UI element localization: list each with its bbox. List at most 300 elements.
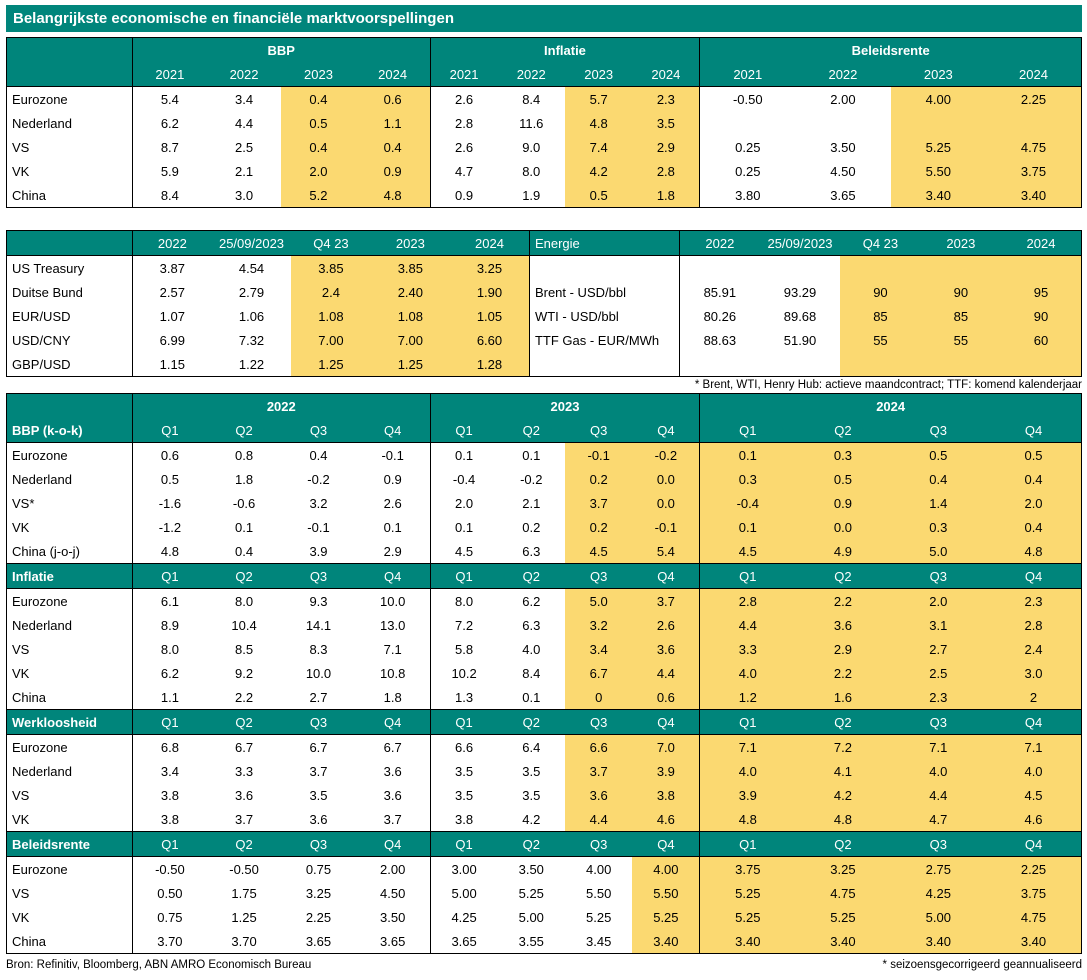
cell: 3.40	[700, 929, 795, 954]
cell: 88.63	[679, 328, 759, 352]
cell: 2.9	[383, 543, 402, 559]
year-header-row	[7, 62, 1082, 87]
cell	[840, 352, 920, 377]
cell: 4.8	[356, 183, 430, 208]
table-row	[7, 328, 1082, 352]
cell: 3.85	[371, 256, 450, 281]
footer	[6, 959, 1082, 971]
cell: 4.5	[700, 539, 795, 564]
cell: 3.7	[565, 491, 632, 515]
cell: -0.50	[700, 87, 795, 112]
cell: 3.25	[450, 256, 529, 281]
cell: 3.1	[891, 613, 986, 637]
quarter-header: Q1	[430, 418, 497, 443]
cell: 7.1	[986, 735, 1081, 760]
column-header: 25/09/2023	[760, 231, 840, 256]
cell: 3.7	[565, 759, 632, 783]
cell: 1.28	[450, 352, 529, 377]
cell: -0.1	[632, 515, 699, 539]
cell: 7.32	[238, 332, 265, 348]
cell: 2.7	[309, 689, 328, 705]
cell: -0.1	[565, 443, 632, 468]
source-note: Bron: Refinitiv, Bloomberg, ABN AMRO Economisch Bureau	[6, 959, 312, 971]
cell: 3.7	[235, 811, 254, 827]
energie-header: Energie	[529, 231, 679, 256]
quarter-header: Q3	[281, 832, 355, 857]
row-label: Eurozone	[12, 739, 68, 755]
row-label: Eurozone	[12, 861, 68, 877]
cell: 3.65	[305, 933, 332, 949]
cell: 6.2	[132, 661, 206, 685]
cell: 3.6	[565, 783, 632, 807]
cell: 7.00	[291, 328, 370, 352]
quarter-header: Q2	[498, 564, 565, 589]
cell	[795, 111, 890, 135]
quarter-header: Q2	[498, 710, 565, 735]
cell: 90	[1001, 304, 1081, 328]
quarter-header: Q3	[891, 418, 986, 443]
row-label: VK	[12, 909, 30, 925]
cell: 2.2	[235, 689, 254, 705]
cell: 4.50	[380, 885, 406, 901]
section-header-bbp	[7, 418, 1082, 443]
cell: 8.3	[309, 641, 328, 657]
cell: 0.1	[522, 447, 541, 463]
table-row	[7, 637, 1082, 661]
cell: 5.00	[891, 905, 986, 929]
row-label	[529, 256, 679, 281]
cell: 4.50	[830, 163, 856, 179]
cell: 4.4	[235, 115, 254, 131]
cell: 0.5	[281, 111, 355, 135]
quarter-header: Q3	[565, 710, 632, 735]
row-label: Eurozone	[12, 447, 68, 463]
cell: 3.8	[632, 783, 699, 807]
cell: 4.00	[586, 861, 612, 877]
cell: 2.6	[430, 135, 497, 159]
year-header: 2021	[700, 62, 795, 87]
corner-cell	[7, 38, 133, 63]
table-row	[7, 759, 1082, 783]
cell: 4.8	[132, 539, 206, 564]
cell: 3.65	[830, 187, 856, 203]
cell: 0.8	[235, 447, 254, 463]
cell: 3.5	[522, 763, 541, 779]
cell: -0.4	[700, 491, 795, 515]
quarter-header: Q4	[632, 564, 699, 589]
cell: 3.2	[309, 495, 328, 511]
row-label: China	[12, 933, 46, 949]
cell: 6.2	[522, 593, 541, 609]
cell: 2.6	[430, 87, 497, 112]
row-label: VK	[12, 519, 30, 535]
table-row	[7, 685, 1082, 710]
cell: 7.1	[891, 735, 986, 760]
cell: 6.8	[132, 735, 206, 760]
cell: 6.60	[450, 328, 529, 352]
cell: 4.5	[430, 539, 497, 564]
quarter-header: Q2	[207, 710, 281, 735]
cell: 0.75	[305, 861, 332, 877]
cell: 2.57	[132, 280, 211, 304]
year-header-row	[7, 394, 1082, 419]
energy-footnote: * Brent, WTI, Henry Hub: actieve maandcontract; TTF: komend kalenderjaar	[694, 379, 1082, 391]
year-header: 2023	[565, 62, 632, 87]
quarter-header: Q2	[207, 832, 281, 857]
cell: 1.25	[291, 352, 370, 377]
group-header-inflatie: Inflatie	[430, 38, 700, 63]
cell: 1.1	[356, 111, 430, 135]
quarter-header: Q3	[281, 564, 355, 589]
row-label: China	[12, 689, 46, 705]
cell: 3.25	[305, 885, 332, 901]
cell: 3.6	[383, 787, 402, 803]
quarter-header: Q3	[565, 418, 632, 443]
cell: 0.4	[986, 467, 1081, 491]
cell: 0.4	[356, 135, 430, 159]
cell: 2.5	[891, 661, 986, 685]
cell: 9.0	[522, 139, 541, 155]
table-row	[7, 807, 1082, 832]
cell: -0.2	[520, 471, 543, 487]
cell: 5.50	[632, 881, 699, 905]
cell: 7.2	[795, 735, 890, 760]
year-header: 2024	[986, 62, 1081, 87]
cell: 89.68	[783, 308, 817, 324]
cell: 3.7	[383, 811, 402, 827]
row-label: Nederland	[12, 763, 72, 779]
cell: 4.7	[891, 807, 986, 832]
year-header: 2022	[207, 62, 281, 87]
row-label: VK	[12, 665, 30, 681]
row-label: VS	[12, 787, 30, 803]
cell: 0.4	[891, 467, 986, 491]
column-header: Q4 23	[840, 231, 920, 256]
year-header: 2024	[700, 394, 1082, 419]
cell: 1.05	[450, 304, 529, 328]
cell: 4.2	[795, 783, 890, 807]
row-label: VS	[12, 641, 30, 657]
cell: 0.50	[132, 881, 206, 905]
section-header-beleidsrente	[7, 832, 1082, 857]
cell: 1.4	[891, 491, 986, 515]
row-label: Nederland	[12, 115, 72, 131]
cell: 2.00	[380, 861, 406, 877]
quarter-header: Q4	[356, 710, 430, 735]
cell: 85	[840, 304, 920, 328]
cell: 4.25	[430, 905, 497, 929]
cell: 3.9	[632, 759, 699, 783]
cell: 2.0	[986, 491, 1081, 515]
cell: 3.40	[891, 183, 986, 208]
cell: 7.0	[632, 735, 699, 760]
cell: 8.0	[235, 593, 254, 609]
table-row	[7, 613, 1082, 637]
quarter-header: Q2	[207, 418, 281, 443]
group-header-row	[7, 38, 1082, 63]
quarter-header: Q4	[986, 832, 1081, 857]
cell: 4.8	[795, 807, 890, 832]
year-header: 2023	[430, 394, 700, 419]
cell: 5.0	[565, 589, 632, 614]
cell: -1.2	[132, 515, 206, 539]
cell: 3.6	[309, 811, 328, 827]
cell: 5.50	[891, 159, 986, 183]
cell: 4.0	[986, 759, 1081, 783]
cell: 3.75	[700, 857, 795, 882]
cell: 2.0	[891, 589, 986, 614]
cell: 3.5	[430, 783, 497, 807]
cell: 0.1	[700, 515, 795, 539]
cell: 4.4	[891, 783, 986, 807]
cell: 3.65	[430, 929, 497, 954]
table-row	[7, 491, 1082, 515]
column-header: 2022	[132, 231, 211, 256]
cell: 6.7	[565, 661, 632, 685]
cell: 3.75	[986, 881, 1081, 905]
cell: 4.5	[565, 539, 632, 564]
row-label	[529, 352, 679, 377]
cell: 9.3	[309, 593, 328, 609]
cell: 3.3	[700, 637, 795, 661]
cell: 11.6	[519, 115, 544, 131]
cell	[921, 352, 1001, 377]
table-row	[7, 352, 1082, 377]
cell: 4.6	[632, 807, 699, 832]
cell: 3.00	[430, 857, 497, 882]
table-row	[7, 881, 1082, 905]
cell: -0.50	[229, 861, 259, 877]
cell: 8.5	[235, 641, 254, 657]
cell: 3.3	[235, 763, 254, 779]
row-label: GBP/USD	[12, 356, 71, 372]
quarter-header: Q4	[356, 832, 430, 857]
quarter-header: Q1	[700, 418, 795, 443]
cell: 2.8	[632, 159, 699, 183]
cell: 5.50	[586, 885, 612, 901]
column-header: 2024	[1001, 231, 1081, 256]
cell: 0.6	[132, 443, 206, 468]
cell: 6.7	[235, 739, 254, 755]
row-label: WTI - USD/bbl	[529, 304, 679, 328]
cell: 95	[1001, 280, 1081, 304]
cell: 2.4	[291, 280, 370, 304]
cell: 1.25	[231, 909, 257, 925]
corner-cell	[7, 394, 133, 419]
row-label: Eurozone	[12, 91, 68, 107]
cell: 8.9	[132, 613, 206, 637]
table-row	[7, 539, 1082, 564]
quarter-header: Q2	[207, 564, 281, 589]
row-label: USD/CNY	[12, 332, 71, 348]
cell: 3.7	[632, 589, 699, 614]
cell: 0.1	[700, 443, 795, 468]
cell: 3.6	[632, 637, 699, 661]
quarter-header: Q4	[632, 710, 699, 735]
year-header: 2021	[430, 62, 497, 87]
table-row	[7, 783, 1082, 807]
cell: 4.00	[891, 87, 986, 112]
row-label: VK	[12, 163, 30, 179]
cell: -0.2	[632, 443, 699, 468]
year-header: 2023	[891, 62, 986, 87]
cell: 6.3	[522, 617, 541, 633]
cell: 0.4	[235, 543, 254, 559]
row-label: US Treasury	[12, 260, 85, 276]
cell: -0.4	[430, 467, 497, 491]
rates-fx-energy-table	[6, 230, 1082, 377]
cell: 3.9	[700, 783, 795, 807]
cell: 2.9	[795, 637, 890, 661]
cell: 5.25	[700, 905, 795, 929]
cell: 0.5	[795, 467, 890, 491]
quarter-header: Q4	[986, 710, 1081, 735]
table-row	[7, 735, 1082, 760]
cell: 3.40	[795, 929, 890, 954]
cell: 0.1	[235, 519, 254, 535]
cell: 0.1	[430, 443, 497, 468]
cell: 4.75	[795, 881, 890, 905]
cell: 7.4	[565, 135, 632, 159]
quarter-header: Q3	[565, 564, 632, 589]
row-label: VS	[12, 885, 30, 901]
cell: 2.25	[986, 857, 1081, 882]
cell: 8.0	[132, 637, 206, 661]
cell: 3.85	[291, 256, 370, 281]
cell: 0.0	[632, 491, 699, 515]
column-header: 2023	[921, 231, 1001, 256]
cell: 3.5	[430, 759, 497, 783]
cell: 0.4	[309, 447, 328, 463]
quarter-header: Q1	[132, 832, 206, 857]
cell: 10.8	[380, 665, 406, 681]
cell: 0.0	[795, 515, 890, 539]
cell: 2.3	[632, 87, 699, 112]
section-title: Beleidsrente	[7, 832, 133, 857]
cell: 5.00	[430, 881, 497, 905]
cell: 2.75	[891, 857, 986, 882]
cell: -0.1	[381, 447, 404, 463]
cell: 4.8	[565, 111, 632, 135]
section-header-inflatie	[7, 564, 1082, 589]
cell: 1.3	[430, 685, 497, 710]
cell: 5.25	[700, 881, 795, 905]
cell: 5.8	[430, 637, 497, 661]
cell: 4.0	[891, 759, 986, 783]
cell: 3.65	[380, 933, 406, 949]
cell: 2.6	[383, 495, 402, 511]
cell: -0.50	[132, 857, 206, 882]
row-label: China (j-o-j)	[12, 543, 80, 559]
cell: 2.4	[986, 637, 1081, 661]
table-row	[7, 661, 1082, 685]
quarter-header: Q2	[795, 418, 890, 443]
cell: 4.7	[430, 159, 497, 183]
table-row	[7, 304, 1082, 328]
year-header: 2022	[498, 62, 565, 87]
cell: 6.1	[132, 589, 206, 614]
cell: 2.8	[430, 111, 497, 135]
cell: 3.40	[632, 929, 699, 954]
cell: 4.2	[565, 159, 632, 183]
cell: 0.6	[632, 685, 699, 710]
quarter-header: Q2	[498, 418, 565, 443]
table-row	[7, 183, 1082, 208]
cell: 3.0	[986, 661, 1081, 685]
group-header-bbp: BBP	[132, 38, 430, 63]
quarter-header: Q3	[565, 832, 632, 857]
row-label: TTF Gas - EUR/MWh	[529, 328, 679, 352]
cell: 7.2	[430, 613, 497, 637]
cell: 3.6	[235, 787, 254, 803]
cell: 4.0	[700, 661, 795, 685]
year-header: 2022	[132, 394, 430, 419]
cell: 10.0	[380, 593, 406, 609]
cell	[679, 256, 759, 281]
cell: 3.70	[231, 933, 257, 949]
cell: 0.2	[522, 519, 541, 535]
cell: 2.79	[238, 284, 265, 300]
section-title: BBP (k-o-k)	[7, 418, 133, 443]
quarter-header: Q4	[632, 832, 699, 857]
cell: 2	[986, 685, 1081, 710]
cell: 0.2	[565, 515, 632, 539]
cell: 7.1	[383, 641, 402, 657]
group-header-beleidsrente: Beleidsrente	[700, 38, 1082, 63]
cell: -0.6	[232, 495, 256, 511]
cell: 5.25	[518, 885, 544, 901]
cell: 1.2	[700, 685, 795, 710]
year-header: 2023	[281, 62, 355, 87]
cell	[986, 111, 1081, 135]
cell: 0.4	[986, 515, 1081, 539]
cell: 0.9	[383, 471, 402, 487]
cell: 3.80	[700, 183, 795, 208]
cell: 3.87	[132, 256, 211, 281]
column-header: Q4 23	[291, 231, 370, 256]
cell: 51.90	[783, 332, 817, 348]
row-label: EUR/USD	[12, 308, 71, 324]
quarter-header: Q1	[700, 832, 795, 857]
cell: 93.29	[783, 284, 817, 300]
cell: 0.5	[565, 183, 632, 208]
cell: 6.7	[383, 739, 402, 755]
cell: 3.6	[795, 613, 890, 637]
row-label: Nederland	[12, 471, 72, 487]
cell: 8.4	[522, 665, 541, 681]
cell: 60	[1001, 328, 1081, 352]
cell: 90	[921, 280, 1001, 304]
cell: 1.8	[235, 471, 254, 487]
cell: 4.4	[700, 613, 795, 637]
cell: 4.75	[986, 135, 1081, 159]
quarter-header: Q1	[132, 564, 206, 589]
cell: 55	[921, 328, 1001, 352]
cell: 5.25	[891, 135, 986, 159]
cell: 4.54	[238, 260, 265, 276]
cell: 3.40	[891, 929, 986, 954]
quarter-header: Q2	[795, 564, 890, 589]
column-header: 2024	[450, 231, 529, 256]
cell: 7.00	[371, 328, 450, 352]
seasonal-adjustment-note: * seizoensgecorrigeerd geannualiseerd	[882, 959, 1082, 971]
cell: 6.6	[565, 735, 632, 760]
cell: 5.25	[795, 905, 890, 929]
cell: 8.7	[132, 135, 206, 159]
cell: 3.50	[380, 909, 406, 925]
cell: 0.2	[565, 467, 632, 491]
quarter-header: Q1	[132, 710, 206, 735]
